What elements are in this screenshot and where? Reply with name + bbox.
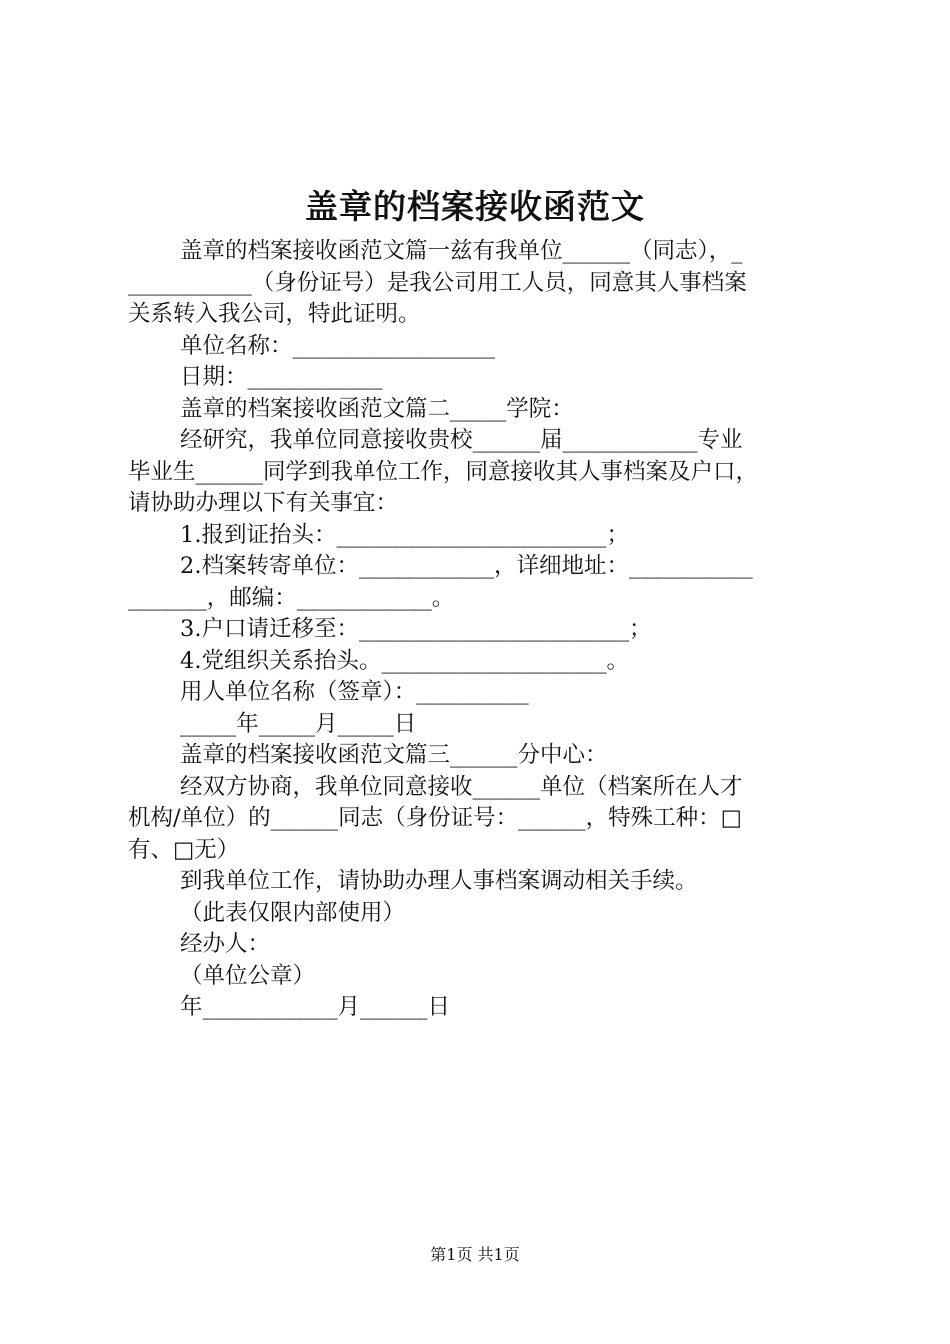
document-title: 盖章的档案接收函范文 (305, 187, 645, 226)
body-line: 用人单位名称（签章）：__________ (180, 679, 529, 705)
body-line: （单位公章） (180, 962, 316, 989)
page-footer: 第1页 共1页 (430, 1245, 520, 1264)
body-line: 盖章的档案接收函范文篇二_____学院： (180, 395, 574, 422)
body-line: 1.报到证抬头：________________________； (180, 521, 629, 548)
body-line: _______，邮编：____________。 (128, 584, 455, 611)
body-line: （此表仅限内部使用） (180, 899, 406, 926)
body-line: ___________（身份证号）是我公司用工人员，同意其人事档案 (128, 269, 747, 296)
body-line: 关系转入我公司，特此证明。 (128, 301, 421, 327)
body-line: 单位名称：__________________ (180, 332, 496, 359)
body-line: _____年_____月_____日 (180, 710, 417, 737)
body-line: 4.党组织关系抬头。____________________。 (180, 647, 629, 674)
body-line: 毕业生______同学到我单位工作，同意接收其人事档案及户口， (128, 458, 759, 485)
body-line: 盖章的档案接收函范文篇一兹有我单位______（同志），_ (180, 238, 743, 264)
body-line: 年____________月______日 (180, 994, 451, 1020)
body-line: 经研究，我单位同意接收贵校______届____________专业 (180, 427, 743, 453)
body-line: 日期：____________ (180, 364, 383, 390)
body-line: 有、□无） (128, 836, 240, 863)
body-line: 2.档案转寄单位：____________，详细地址：___________ (180, 553, 753, 579)
body-line: 机构/单位）的______同志（身份证号：______，特殊工种：□ (128, 805, 742, 831)
body-line: 到我单位工作，请协助办理人事档案调动相关手续。 (180, 868, 698, 894)
body-line: 经双方协商，我单位同意接收______单位（档案所在人才 (180, 773, 743, 800)
document-body (128, 236, 834, 1024)
body-line: 经办人： (180, 931, 271, 957)
body-line: 3.户口请迁移至：________________________； (180, 616, 652, 642)
body-line: 盖章的档案接收函范文篇三______分中心： (180, 742, 608, 768)
body-line: 请协助办理以下有关事宜： (128, 490, 399, 516)
